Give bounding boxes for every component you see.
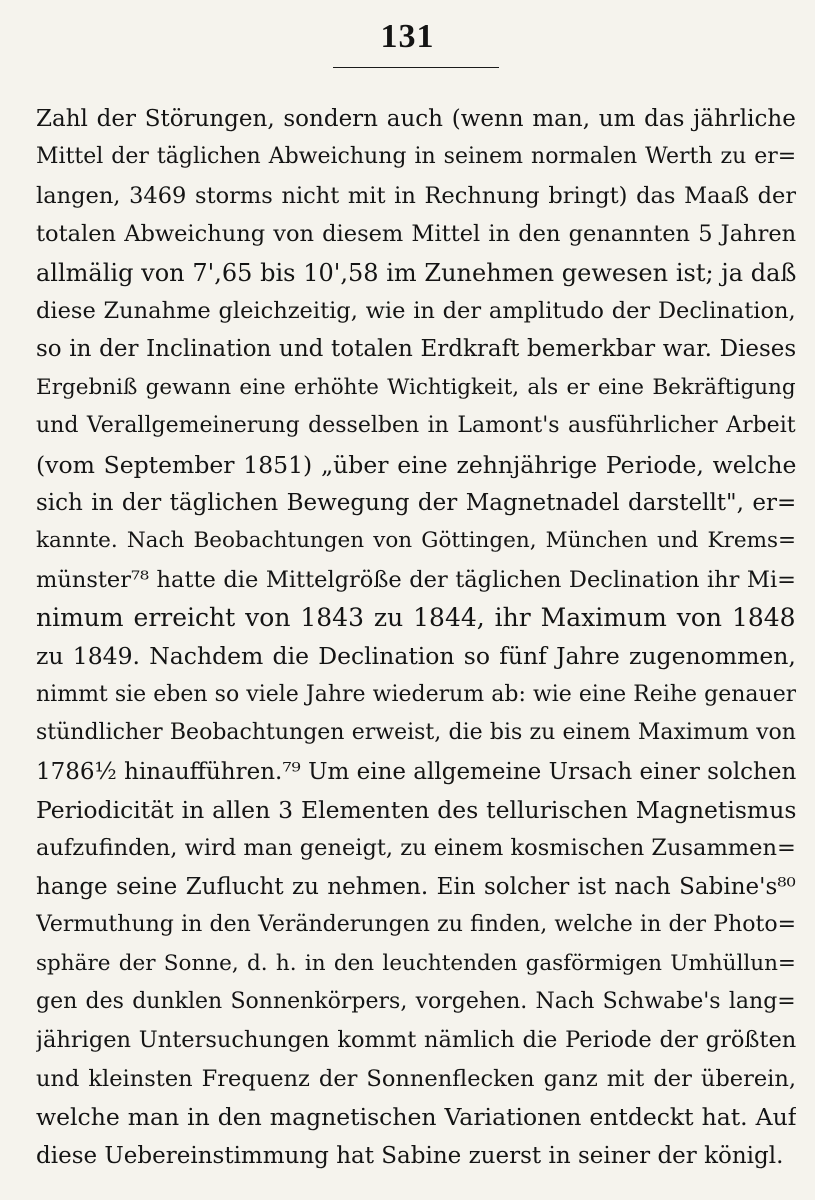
text-line: kannte. Nach Beobachtungen von Göttingen, München und Krems= xyxy=(36,528,796,554)
text-line: Vermuthung in den Veränderungen zu finden, welche in der Photo= xyxy=(36,912,796,938)
text-line: langen, 3469 storms nicht mit in Rechnung bringt) das Maaß der xyxy=(36,182,796,209)
text-line: und Verallgemeinerung desselben in Lamont's ausführlicher Arbeit xyxy=(36,413,796,439)
text-line: aufzufinden, wird man geneigt, zu einem kosmischen Zusammen= xyxy=(36,835,796,862)
text-line: gen des dunklen Sonnenkörpers, vorgehen. Nach Schwabe's lang= xyxy=(36,988,796,1014)
text-line: jährigen Untersuchungen kommt nämlich die Periode der größten xyxy=(36,1027,796,1054)
text-line: 1786½ hinaufführen.⁷⁹ Um eine allgemeine Ursach einer solchen xyxy=(36,758,796,785)
text-line: Mittel der täglichen Abweichung in seinem normalen Werth zu er= xyxy=(36,144,796,170)
text-line: Ergebniß gewann eine erhöhte Wichtigkeit, als er eine Bekräftigung xyxy=(36,374,796,400)
body-text xyxy=(36,100,796,1175)
text-line: zu 1849. Nachdem die Declination so fünf Jahre zugenommen, xyxy=(36,642,796,671)
text-line: sich in der täglichen Bewegung der Magnetnadel darstellt", er= xyxy=(36,489,796,516)
text-line: diese Zunahme gleichzeitig, wie in der amplitudo der Declination, xyxy=(36,297,796,324)
text-line: nimmt sie eben so viele Jahre wiederum ab: wie eine Reihe genauer xyxy=(36,681,796,707)
text-line: so in der Inclination und totalen Erdkraft bemerkbar war. Dieses xyxy=(36,336,796,363)
text-line: allmälig von 7',65 bis 10',58 im Zunehmen gewesen ist; ja daß xyxy=(36,258,796,287)
text-line: Zahl der Störungen, sondern auch (wenn man, um das jährliche xyxy=(36,106,796,132)
text-line: (vom September 1851) „über eine zehnjährige Periode, welche xyxy=(36,450,796,479)
text-line: diese Uebereinstimmung hat Sabine zuerst in seiner der königl. xyxy=(36,1142,784,1169)
text-line: totalen Abweichung von diesem Mittel in den genannten 5 Jahren xyxy=(36,221,796,248)
text-line: Periodicität in allen 3 Elementen des tellurischen Magnetismus xyxy=(36,796,796,825)
text-line: und kleinsten Frequenz der Sonnenflecken ganz mit der überein, xyxy=(36,1065,796,1092)
text-line: nimum erreicht von 1843 zu 1844, ihr Maximum von 1848 xyxy=(36,603,796,633)
text-line: stündlicher Beobachtungen erweist, die bis zu einem Maximum von xyxy=(36,720,796,746)
text-line: welche man in den magnetischen Variationen entdeckt hat. Auf xyxy=(36,1103,796,1132)
header-rule xyxy=(333,67,499,68)
page-number: 131 xyxy=(380,18,435,55)
text-line: hange seine Zuflucht zu nehmen. Ein solcher ist nach Sabine's⁸⁰ xyxy=(36,873,796,900)
text-line: sphäre der Sonne, d. h. in den leuchtenden gasförmigen Umhüllun= xyxy=(36,950,796,976)
text-line: münster⁷⁸ hatte die Mittelgröße der täglichen Declination ihr Mi= xyxy=(36,566,796,593)
